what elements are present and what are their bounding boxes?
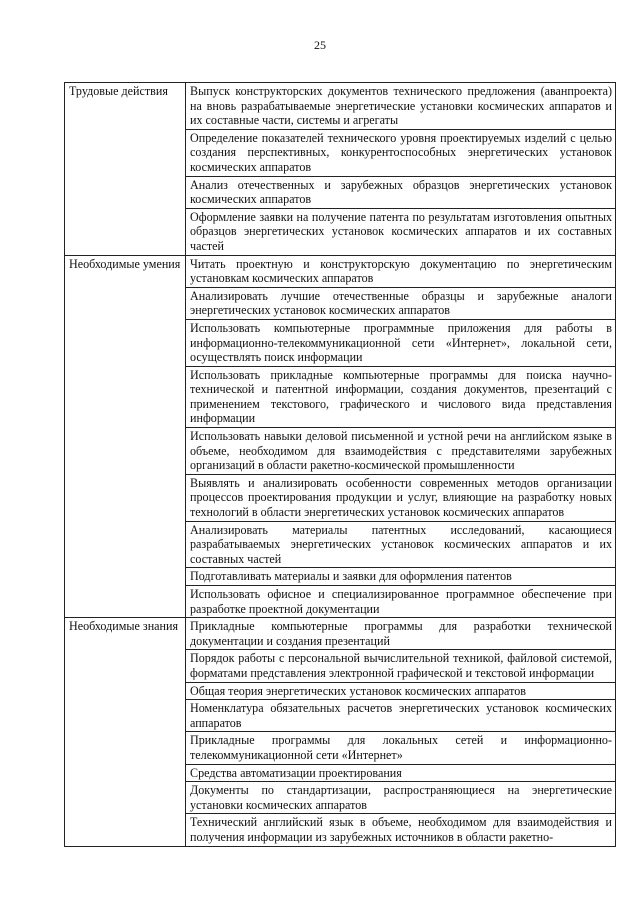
table-cell: Анализировать лучшие отечественные образцы и зарубежные аналоги энергетических установок космических аппаратов [186, 287, 616, 319]
table-cell: Определение показателей технического уровня проектируемых изделий с целью создания перспективных, конкурентоспособных энергетических установок космических аппаратов [186, 129, 616, 176]
table-row [65, 83, 616, 130]
page-number: 25 [314, 38, 326, 52]
table-cell: Технический английский язык в объеме, необходимом для взаимодействия и получения информации из зарубежных источников в области ракетно- [186, 814, 616, 846]
table-cell: Использовать прикладные компьютерные программы для поиска научно-технической и патентной информации, создания документов, презентаций с применением текстового, графического и числового вида представления информации [186, 366, 616, 427]
table-cell: Выявлять и анализировать особенности современных методов организации процессов проектирования продукции и услуг, влияющие на разработку новых технологий в области энергетических установок космических аппаратов [186, 474, 616, 521]
section-heading: Необходимые знания [65, 618, 186, 846]
table-cell: Документы по стандартизации, распространяющиеся на энергетические установки космических аппаратов [186, 782, 616, 814]
table-cell: Анализировать материалы патентных исследований, касающиеся разрабатываемых энергетических установок космических аппаратов и их составных частей [186, 521, 616, 568]
table-cell: Читать проектную и конструкторскую документацию по энергетическим установкам космических аппаратов [186, 255, 616, 287]
table-cell: Использовать навыки деловой письменной и устной речи на английском языке в объеме, необходимом для взаимодействия с представителями зарубежных организаций в области ракетно-космической промышленности [186, 428, 616, 475]
table-cell: Выпуск конструкторских документов технического предложения (аванпроекта) на вновь разрабатываемые энергетические установки космических аппаратов и их составные части, системы и агрегаты [186, 83, 616, 130]
table-cell: Общая теория энергетических установок космических аппаратов [186, 682, 616, 700]
table-row [65, 255, 616, 287]
section-heading: Трудовые действия [65, 83, 186, 256]
table-cell: Прикладные программы для локальных сетей и информационно-телекоммуникационной сети «Интернет» [186, 732, 616, 764]
section-heading: Необходимые умения [65, 255, 186, 618]
table-cell: Использовать офисное и специализированное программное обеспечение при разработке проектной документации [186, 586, 616, 618]
table-cell: Порядок работы с персональной вычислительной техникой, файловой системой, форматами представления электронной графической и текстовой информации [186, 650, 616, 682]
table-cell: Оформление заявки на получение патента по результатам изготовления опытных образцов энергетических установок космических аппаратов и их составных частей [186, 208, 616, 255]
table-cell: Анализ отечественных и зарубежных образцов энергетических установок космических аппаратов [186, 176, 616, 208]
table-cell: Подготавливать материалы и заявки для оформления патентов [186, 568, 616, 586]
competency-table [64, 82, 616, 847]
table-cell: Номенклатура обязательных расчетов энергетических установок космических аппаратов [186, 700, 616, 732]
table-cell: Средства автоматизации проектирования [186, 764, 616, 782]
table-row [65, 618, 616, 650]
table-cell: Использовать компьютерные программные приложения для работы в информационно-телекоммуникационной сети «Интернет», локальной сети, осуществлять поиск информации [186, 319, 616, 366]
table-cell: Прикладные компьютерные программы для разработки технической документации и создания презентаций [186, 618, 616, 650]
